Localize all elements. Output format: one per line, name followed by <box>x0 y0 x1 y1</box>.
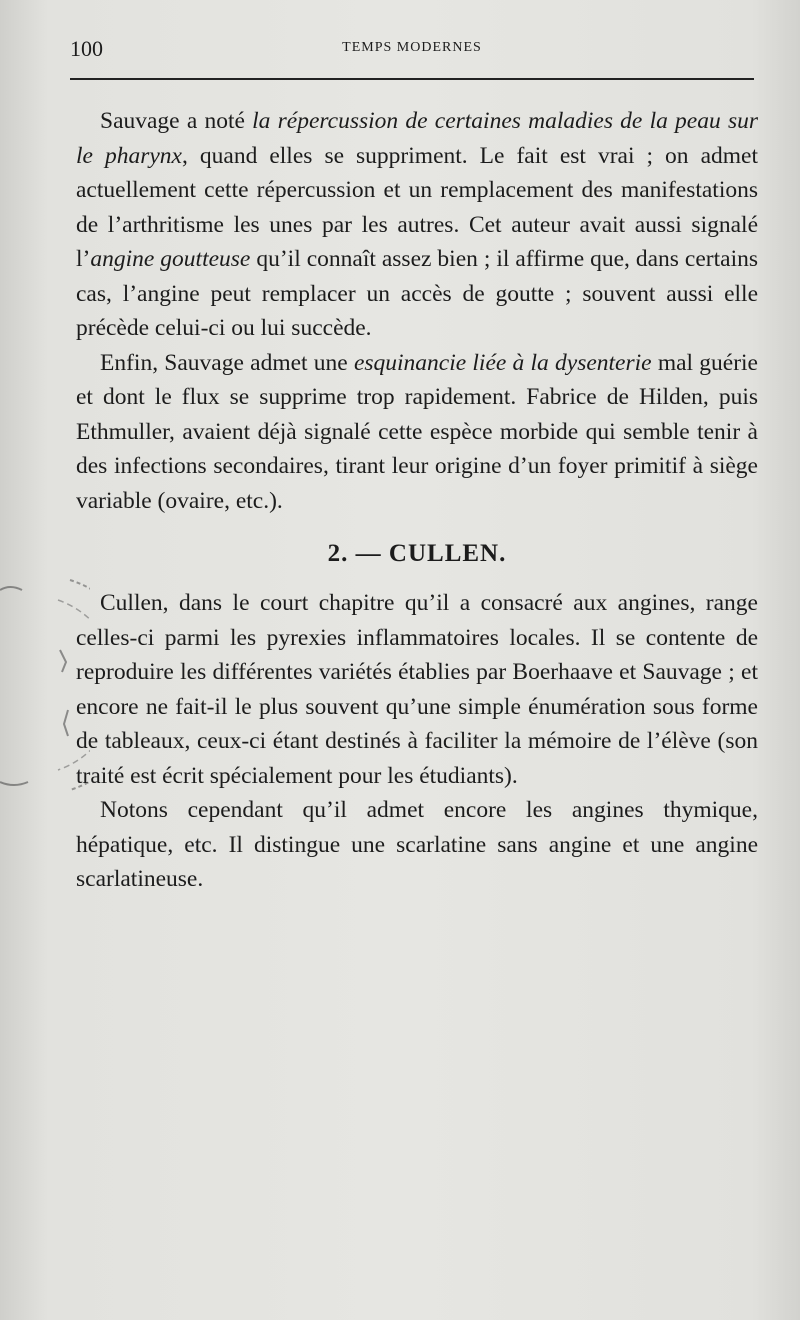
paragraph-sauvage-dysenterie <box>76 346 758 519</box>
page-header <box>70 30 754 70</box>
text-run: Sauvage a noté <box>100 108 253 134</box>
paragraph-sauvage-pharynx <box>76 104 758 346</box>
paragraph-cullen-angines: Cullen, dans le court chapitre qu’il a consacré aux angines, range celles-ci parmi les pyrexies inflammatoires locales. Il se contente de reproduire les différentes variétés établies par Boerhaave et Sauvage ; et encore ne fait-il le plus souvent qu’une simple énumération sous forme de tableaux, ceux-ci étant destinés à faciliter la mémoire de l’élève (son traité est écrit spécialement pour les étudiants). <box>76 590 758 789</box>
section-heading-cullen: 2. — CULLEN. <box>327 540 507 567</box>
text-run: , quand elles se suppriment. Le fait est vrai ; on admet actuellement cette répercussion et un remplacement des manifestations de l’arthritisme les unes par les autres. Cet auteur avait aussi signalé l’ <box>76 142 759 272</box>
paragraph-cullen-notons: Notons cependant qu’il admet encore les angines thymique, hépatique, etc. Il distingue une scarlatine sans angine et une angine scarlatineuse. <box>76 797 758 892</box>
italic-phrase: angine goutteuse <box>90 246 251 272</box>
text-run: mal guérie et dont le flux se supprime trop rapidement. Fabrice de Hilden, puis Ethmuller, avaient déjà signalé cette espèce morbide qui semble tenir à des infections secondaires, tirant leur origine d’un foyer primitif à siège variable (ovaire, etc.). <box>76 349 758 514</box>
text-run: Enfin, Sauvage admet une <box>100 349 354 376</box>
page-number: 100 <box>70 36 103 61</box>
italic-phrase: la répercussion de certaines maladies de la peau sur le pharynx <box>76 108 758 169</box>
italic-phrase: esquinancie liée à la dysenterie <box>353 349 652 376</box>
running-head: TEMPS MODERNES <box>342 40 482 55</box>
header-rule <box>70 78 754 80</box>
text-run: qu’il connaît assez bien ; il affirme que, dans certains cas, l’angine peut remplacer un accès de goutte ; souvent aussi elle précède celui-ci ou lui succède. <box>76 246 759 341</box>
text-block <box>76 104 758 897</box>
